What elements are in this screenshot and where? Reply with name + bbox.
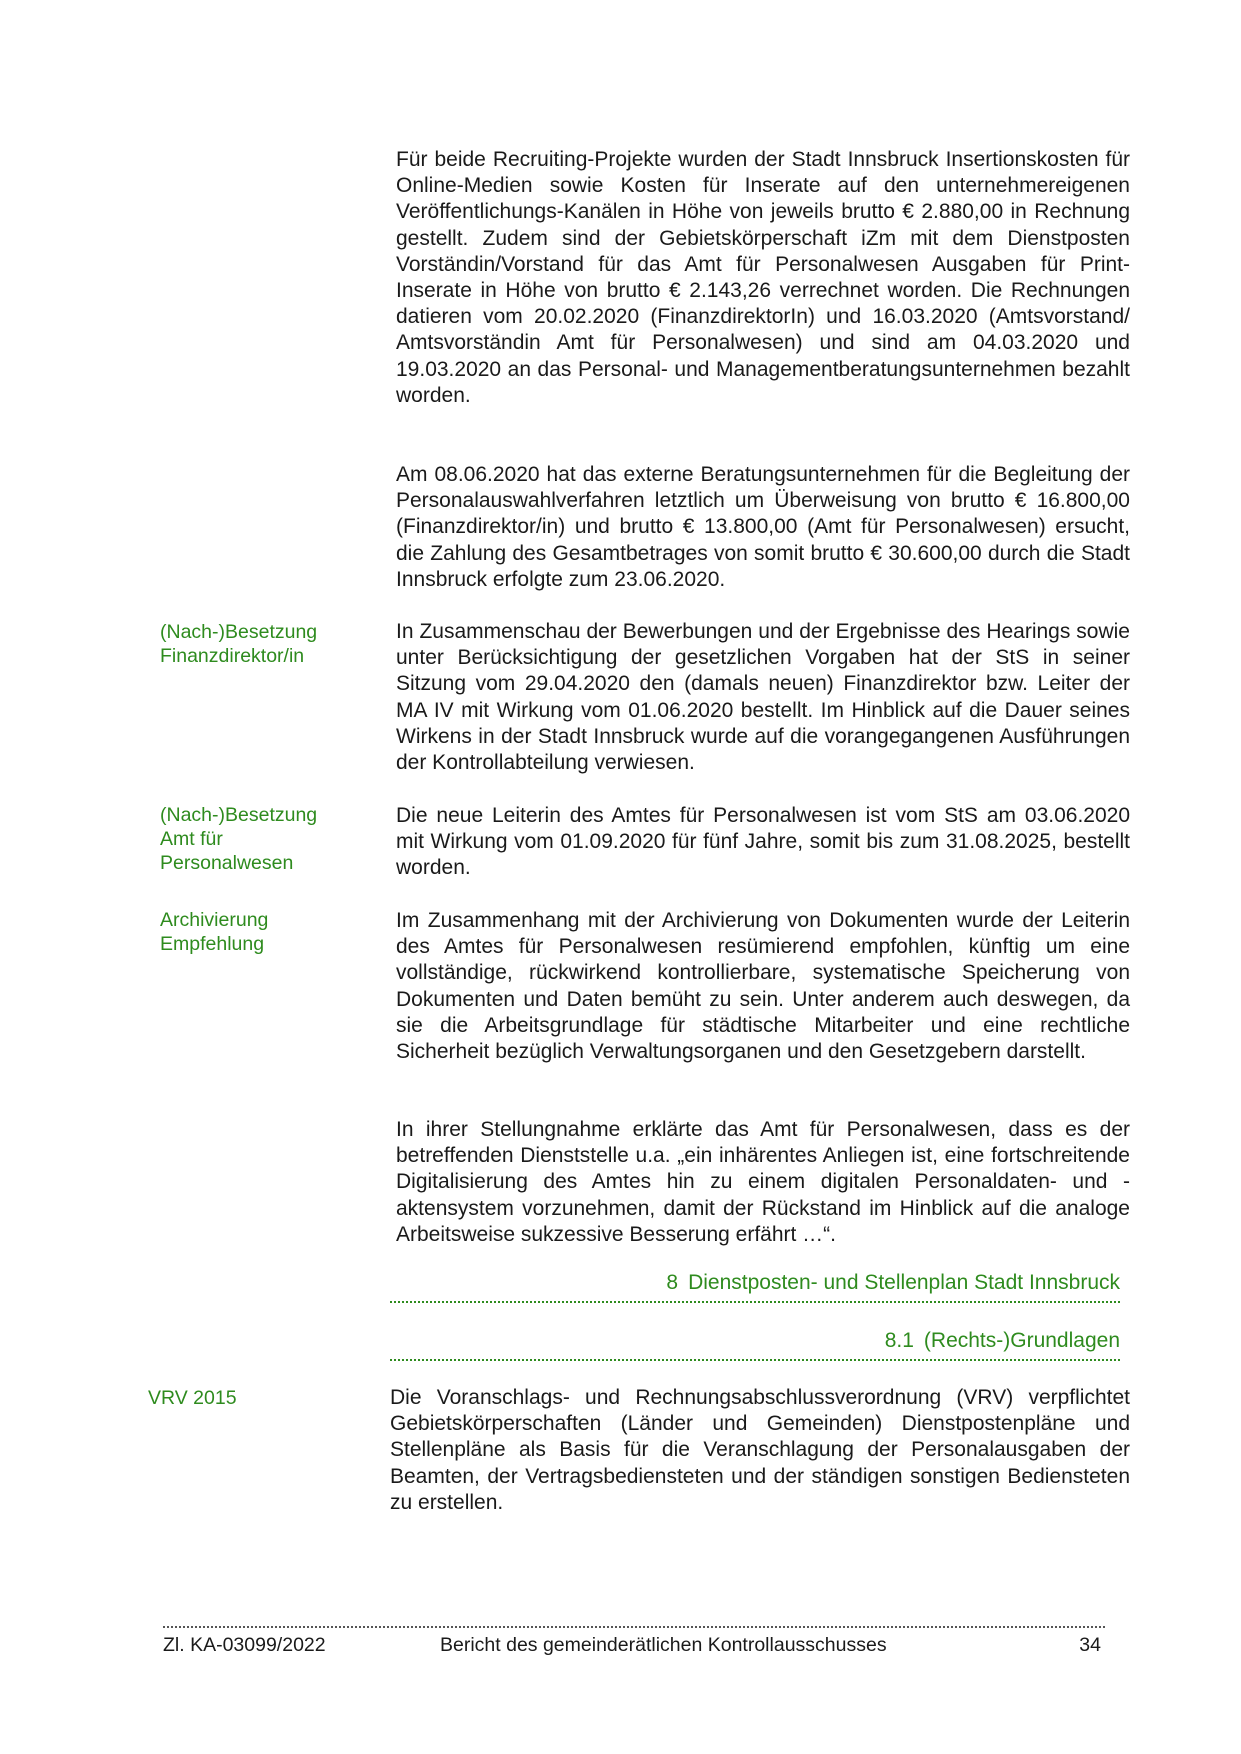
paragraph-finanzdirektor: In Zusammenschau der Bewerbungen und der Ergebnisse des Hearings sowie unter Berücksichtigung der gesetzlichen Vorgaben hat der StS in seiner Sitzung vom 29.04.2020 den (damals neuen) Finanzdirektor bzw. Leiter der MA IV mit Wirkung vom 01.06.2020 bestellt. Im Hinblick auf die Dauer seines Wirkens in der Stadt Innsbruck wurde auf die vorangegangenen Ausführungen der Kontrollabteilung verwiesen. xyxy=(396,620,1130,775)
paragraph-stellungnahme: In ihrer Stellungnahme erklärte das Amt für Personalwesen, dass es der betreffenden Dienststelle u.a. „ein inhärentes Anliegen ist, eine fortschreitende Digitalisierung des Amtes hin zu einem digitalen Personaldaten- und -aktensystem vorzunehmen, damit der Rückstand im Hinblick auf die analoge Arbeitsweise sukzessive Besserung erfährt …“. xyxy=(396,1118,1130,1246)
footer-divider xyxy=(163,1626,1105,1628)
paragraph-recruiting-costs: Für beide Recruiting-Projekte wurden der Stadt Innsbruck Insertionskosten für Online-Medien sowie Kosten für Inserate auf den unternehmereigenen Veröffentlichungs-Kanälen in Höhe von jeweils brutto € 2.880,00 in Rechnung gestellt. Zudem sind der Gebietskörperschaft iZm mit dem Dienstposten Vorständin/Vorstand für das Amt für Personalwesen Ausgaben für Print-Inserate in Höhe von brutto € 2.143,26 verrechnet worden. Die Rechnungen datieren vom 20.02.2020 (FinanzdirektorIn) und 16.03.2020 (Amtsvorstand/ Amtsvorständin Amt für Personalwesen) und sind am 04.03.2020 und 19.03.2020 an das Personal- und Managementberatungsunternehmen bezahlt worden. xyxy=(396,148,1130,407)
margin-note-vrv xyxy=(148,1386,358,1410)
margin-note-line: VRV 2015 xyxy=(148,1387,237,1409)
paragraph-payment: Am 08.06.2020 hat das externe Beratungsunternehmen für die Begleitung der Personalauswahlverfahren letztlich um Überweisung von brutto € 16.800,00 (Finanzdirektor/in) und brutto € 13.800,00 (Amt für Personalwesen) ersucht, die Zahlung des Gesamtbetrages von somit brutto € 30.600,00 durch die Stadt Innsbruck erfolgte zum 23.06.2020. xyxy=(396,463,1130,591)
section-title: Dienstposten- und Stellenplan Stadt Innsbruck xyxy=(688,1271,1120,1294)
margin-note-line: Empfehlung xyxy=(160,933,265,955)
paragraph-personalwesen: Die neue Leiterin des Amtes für Personalwesen ist vom StS am 03.06.2020 mit Wirkung vom 01.09.2020 für fünf Jahre, somit bis zum 31.08.2025, bestellt worden. xyxy=(396,804,1130,880)
margin-note-personalwesen xyxy=(160,803,370,875)
margin-note-archivierung xyxy=(160,908,370,956)
margin-note-finanzdirektor xyxy=(160,620,370,668)
subsection-heading-8-1 xyxy=(390,1329,1120,1361)
margin-note-line: Personalwesen xyxy=(160,852,294,874)
subsection-title: (Rechts-)Grundlagen xyxy=(923,1329,1120,1352)
footer-title: Bericht des gemeinderätlichen Kontrollausschusses xyxy=(440,1634,887,1656)
margin-note-line: Archivierung xyxy=(160,909,269,931)
subsection-number: 8.1 xyxy=(884,1329,914,1352)
footer-page-number: 34 xyxy=(1079,1634,1101,1656)
margin-note-line: (Nach-)Besetzung xyxy=(160,804,318,826)
margin-note-line: Finanzdirektor/in xyxy=(160,645,305,667)
margin-note-line: (Nach-)Besetzung xyxy=(160,621,318,643)
section-heading-8 xyxy=(390,1271,1120,1303)
margin-note-line: Amt für xyxy=(160,828,223,850)
paragraph-vrv: Die Voranschlags- und Rechnungsabschlussverordnung (VRV) verpflichtet Gebietskörperschaften (Länder und Gemeinden) Dienstpostenpläne und Stellenpläne als Basis für die Veranschlagung der Personalausgaben der Beamten, der Vertragsbediensteten und der ständigen sonstigen Bediensteten zu erstellen. xyxy=(390,1386,1130,1514)
section-number: 8 xyxy=(666,1271,679,1294)
footer-reference: Zl. KA-03099/2022 xyxy=(163,1634,326,1656)
paragraph-archivierung: Im Zusammenhang mit der Archivierung von Dokumenten wurde der Leiterin des Amtes für Personalwesen resümierend empfohlen, künftig um eine vollständige, rückwirkend kontrollierbare, systematische Speicherung von Dokumenten und Daten bemüht zu sein. Unter anderem auch deswegen, da sie die Arbeitsgrundlage für städtische Mitarbeiter und eine rechtliche Sicherheit bezüglich Verwaltungsorganen und den Gesetzgebern darstellt. xyxy=(396,909,1130,1064)
